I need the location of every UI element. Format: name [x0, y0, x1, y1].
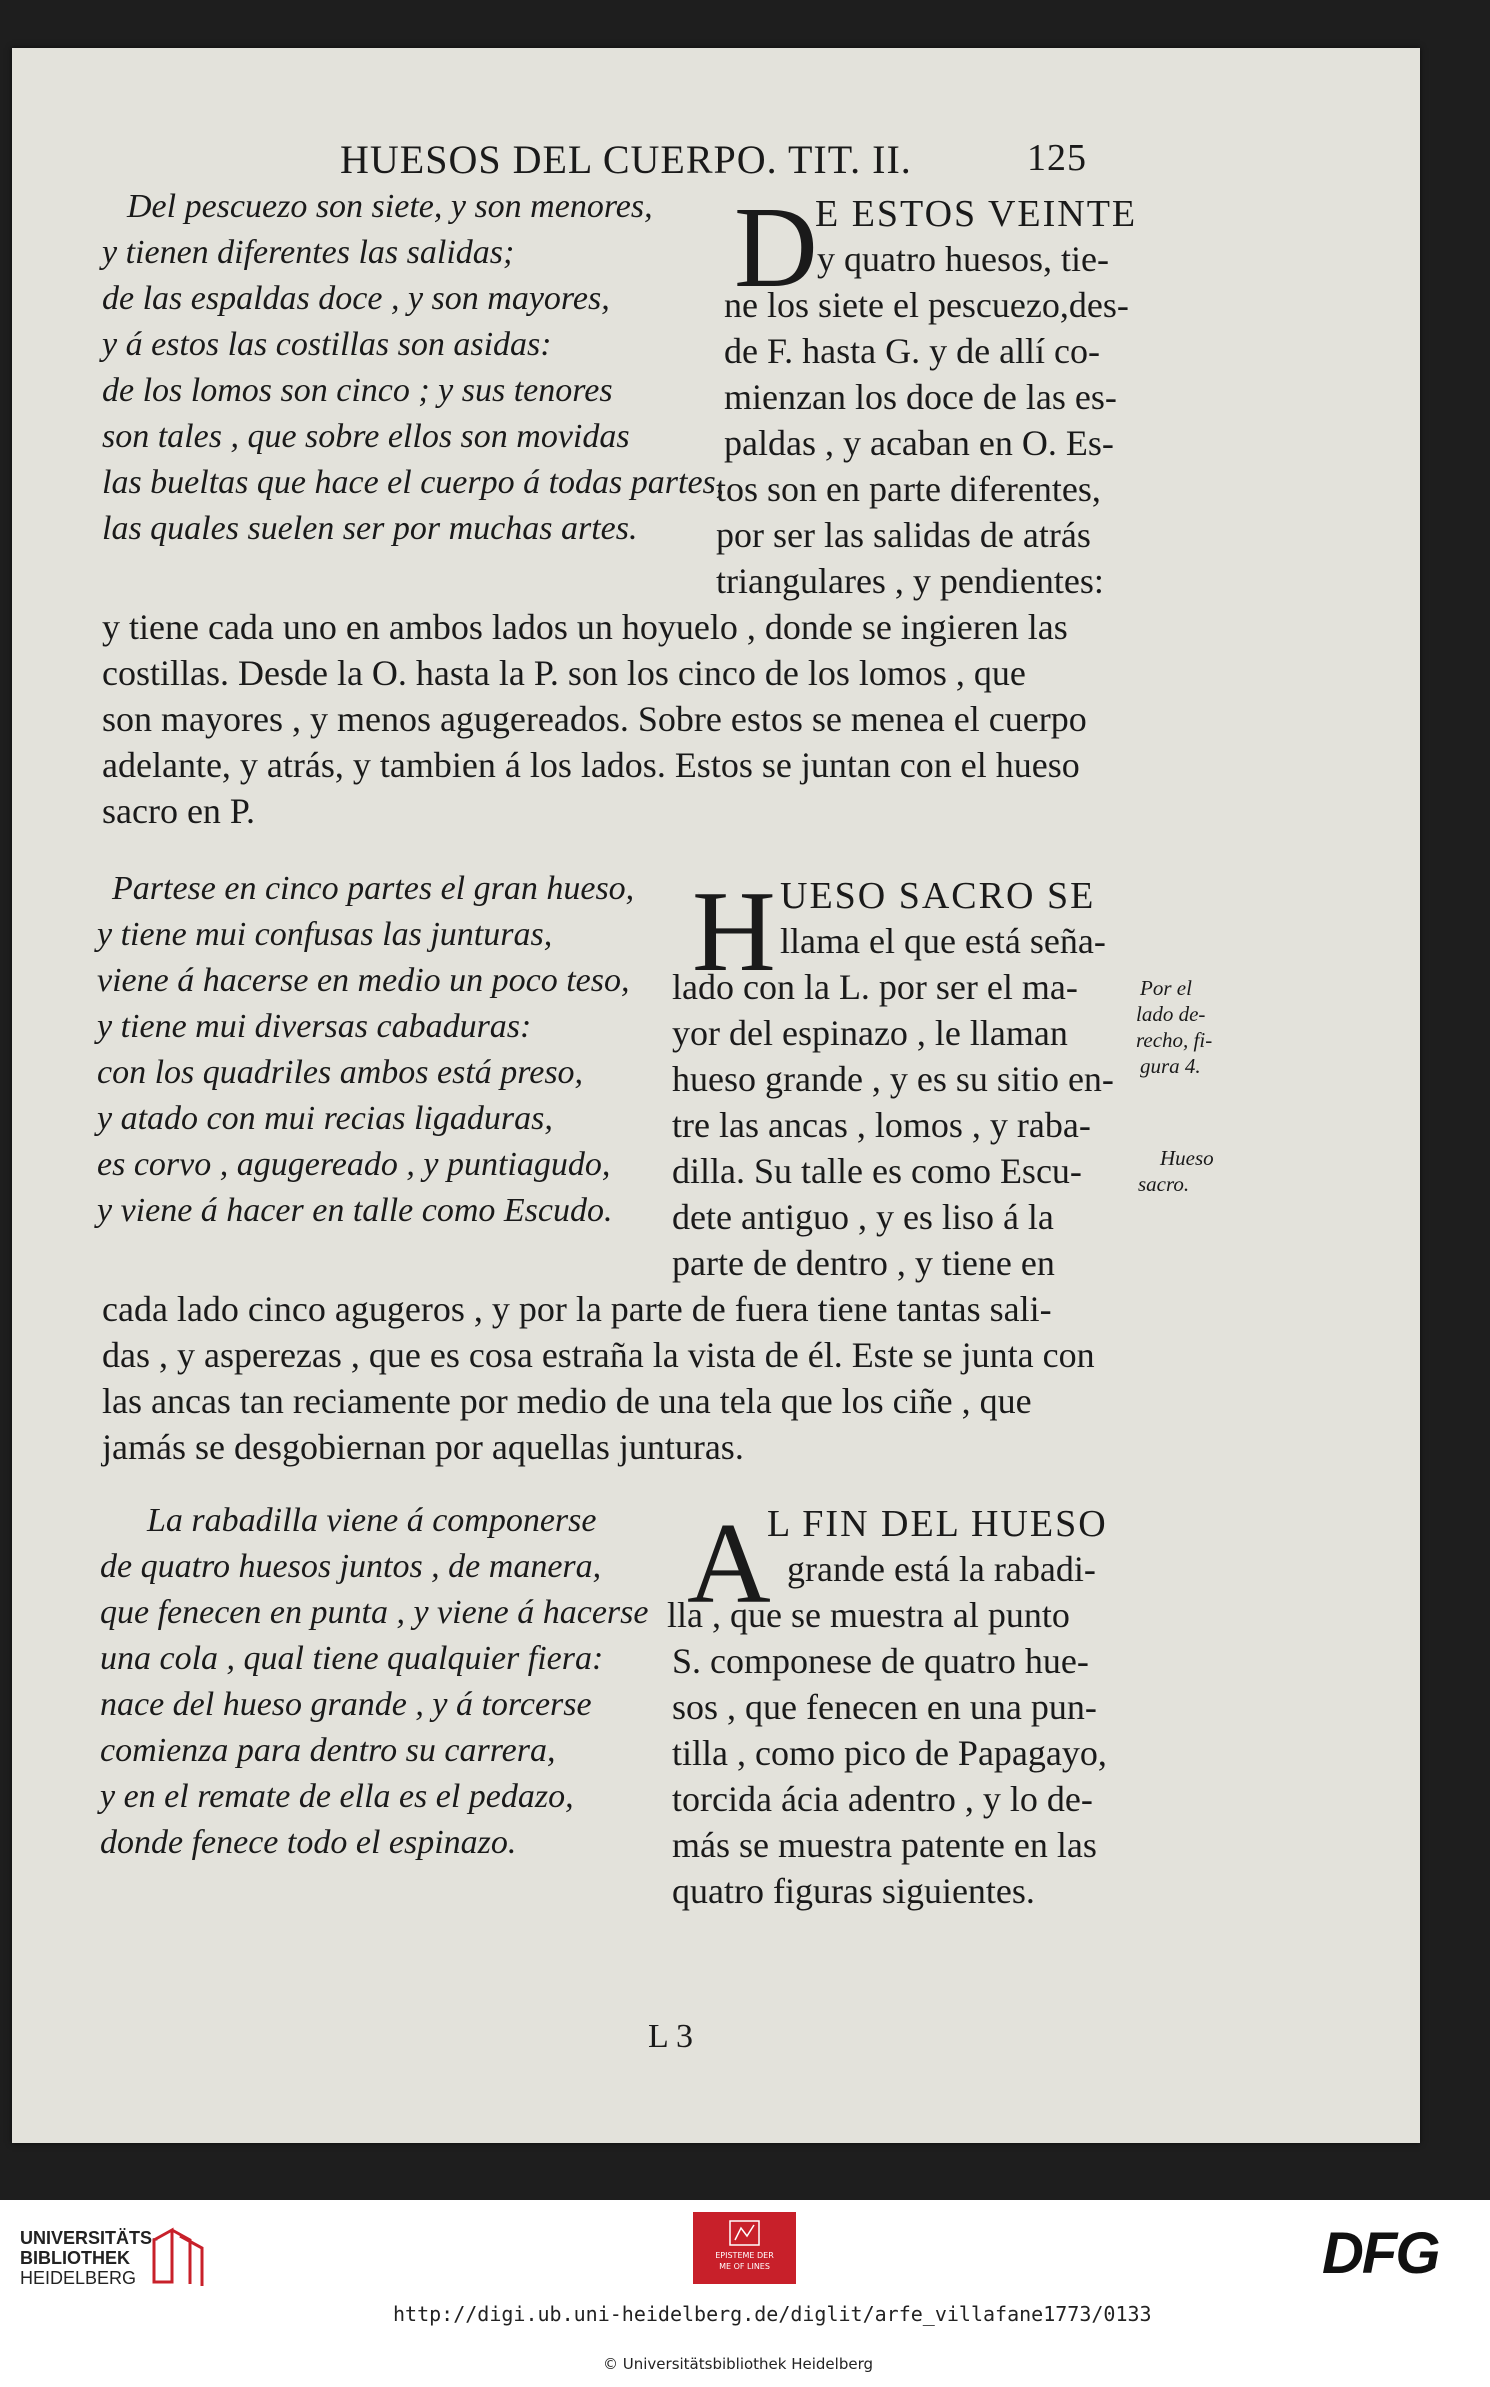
margin-note-line: sacro. [1138, 1172, 1190, 1196]
verse-line: La rabadilla viene á componerse [147, 1502, 597, 1539]
prose-line: ne los siete el pescuezo,des- [724, 285, 1129, 325]
prose-line: sos , que fenecen en una pun- [672, 1687, 1097, 1727]
verse-line: y viene á hacer en talle como Escudo. [97, 1192, 613, 1229]
prose-line: parte de dentro , y tiene en [672, 1243, 1055, 1283]
project-logo[interactable] [693, 2212, 796, 2284]
caps-line: L FIN DEL HUESO [767, 1503, 1108, 1545]
prose-line: son mayores , y menos agugereados. Sobre estos se menea el cuerpo [102, 699, 1087, 739]
verse-line: las quales suelen ser por muchas artes. [102, 510, 638, 547]
prose-line: de F. hasta G. y de allí co- [724, 331, 1101, 371]
viewer-footer [0, 2200, 1490, 2387]
margin-note-line: recho, fi- [1136, 1028, 1213, 1052]
university-library-logo[interactable] [20, 2220, 220, 2300]
drop-cap: D [734, 184, 818, 312]
prose-line: dete antiguo , y es liso á la [672, 1197, 1054, 1237]
library-name-line: HEIDELBERG [20, 2268, 137, 2288]
drop-cap: H [692, 868, 776, 996]
verse-line: son tales , que sobre ellos son movidas [102, 418, 630, 455]
verse-line: y atado con mui recias ligaduras, [97, 1100, 553, 1137]
verse-line: Del pescuezo son siete, y son menores, [127, 188, 653, 225]
library-emblem-icon [150, 2226, 208, 2288]
verse-line: comienza para dentro su carrera, [100, 1732, 556, 1769]
prose-line: grande está la rabadi- [787, 1549, 1096, 1589]
verse-line: y tienen diferentes las salidas; [102, 234, 515, 271]
verse-line: de los lomos son cinco ; y sus tenores [102, 372, 613, 409]
prose-line: mienzan los doce de las es- [724, 377, 1117, 417]
project-logo-text: EPISTEME DER [715, 2251, 774, 2260]
page-number: 125 [1027, 137, 1087, 179]
signature-mark: L 3 [648, 2018, 694, 2055]
verse-line: de las espaldas doce , y son mayores, [102, 280, 610, 317]
prose-line: lado con la L. por ser el ma- [672, 967, 1078, 1007]
verse-line: viene á hacerse en medio un poco teso, [97, 962, 630, 999]
verse-line: de quatro huesos juntos , de manera, [100, 1548, 602, 1585]
prose-line: quatro figuras siguientes. [672, 1871, 1035, 1911]
caps-line: E ESTOS VEINTE [815, 193, 1138, 235]
prose-line: S. componese de quatro hue- [672, 1641, 1089, 1681]
margin-note-line: lado de- [1136, 1002, 1206, 1026]
drop-cap: A [687, 1500, 771, 1628]
copyright-notice: © Universitätsbibliothek Heidelberg [603, 2355, 874, 2373]
library-name-line: UNIVERSITÄTS- [20, 2228, 159, 2248]
prose-line: tre las ancas , lomos , y raba- [672, 1105, 1091, 1145]
verse-line: donde fenece todo el espinazo. [100, 1824, 517, 1861]
prose-line: paldas , y acaban en O. Es- [724, 423, 1114, 463]
prose-line: cada lado cinco agugeros , y por la parte de fuera tiene tantas sali- [102, 1289, 1052, 1329]
prose-line: tilla , como pico de Papagayo, [672, 1733, 1107, 1773]
prose-line: tos son en parte diferentes, [716, 469, 1101, 509]
prose-line: y quatro huesos, tie- [817, 239, 1109, 279]
prose-line: yor del espinazo , le llaman [672, 1013, 1068, 1053]
prose-line: por ser las salidas de atrás [716, 515, 1091, 555]
document-page [12, 48, 1420, 2143]
permalink-url[interactable]: http://digi.ub.uni-heidelberg.de/diglit/arfe_villafane1773/0133 [393, 2302, 1152, 2326]
caps-line: UESO SACRO SE [780, 875, 1096, 917]
running-header: HUESOS DEL CUERPO. TIT. II. [340, 137, 912, 182]
prose-line: y tiene cada uno en ambos lados un hoyuelo , donde se ingieren las [102, 607, 1068, 647]
prose-line: sacro en P. [102, 791, 255, 831]
verse-line: Partese en cinco partes el gran hueso, [112, 870, 635, 907]
verse-line: es corvo , agugereado , y puntiagudo, [97, 1146, 611, 1183]
project-emblem-icon [729, 2220, 760, 2246]
verse-line: y tiene mui confusas las junturas, [97, 916, 553, 953]
prose-line: más se muestra patente en las [672, 1825, 1097, 1865]
prose-line: adelante, y atrás, y tambien á los lados. Estos se juntan con el hueso [102, 745, 1080, 785]
prose-line: dilla. Su talle es como Escu- [672, 1151, 1082, 1191]
margin-note-line: Por el [1140, 976, 1192, 1000]
prose-line: triangulares , y pendientes: [716, 561, 1104, 601]
margin-note-line: Hueso [1160, 1146, 1214, 1170]
prose-line: torcida ácia adentro , y lo de- [672, 1779, 1093, 1819]
verse-line: y á estos las costillas son asidas: [102, 326, 552, 363]
project-logo-text: ME OF LINES [719, 2262, 770, 2271]
prose-line: jamás se desgobiernan por aquellas junturas. [102, 1427, 744, 1467]
prose-line: costillas. Desde la O. hasta la P. son los cinco de los lomos , que [102, 653, 1026, 693]
prose-line: das , y asperezas , que es cosa estraña la vista de él. Este se junta con [102, 1335, 1095, 1375]
prose-line: las ancas tan reciamente por medio de una tela que los ciñe , que [102, 1381, 1032, 1421]
verse-line: con los quadriles ambos está preso, [97, 1054, 584, 1091]
verse-line: las bueltas que hace el cuerpo á todas partes, [102, 464, 725, 501]
verse-line: y tiene mui diversas cabaduras: [97, 1008, 532, 1045]
verse-line: que fenecen en punta , y viene á hacerse [100, 1594, 649, 1631]
verse-line: una cola , qual tiene qualquier fiera: [100, 1640, 604, 1677]
verse-line: y en el remate de ella es el pedazo, [100, 1778, 574, 1815]
dfg-logo[interactable]: DFG [1322, 2221, 1439, 2286]
prose-line: hueso grande , y es su sitio en- [672, 1059, 1114, 1099]
verse-line: nace del hueso grande , y á torcerse [100, 1686, 592, 1723]
prose-line: lla , que se muestra al punto [667, 1595, 1070, 1635]
prose-line: llama el que está seña- [780, 921, 1106, 961]
margin-note-line: gura 4. [1140, 1054, 1201, 1078]
library-name-line: BIBLIOTHEK [20, 2248, 130, 2268]
